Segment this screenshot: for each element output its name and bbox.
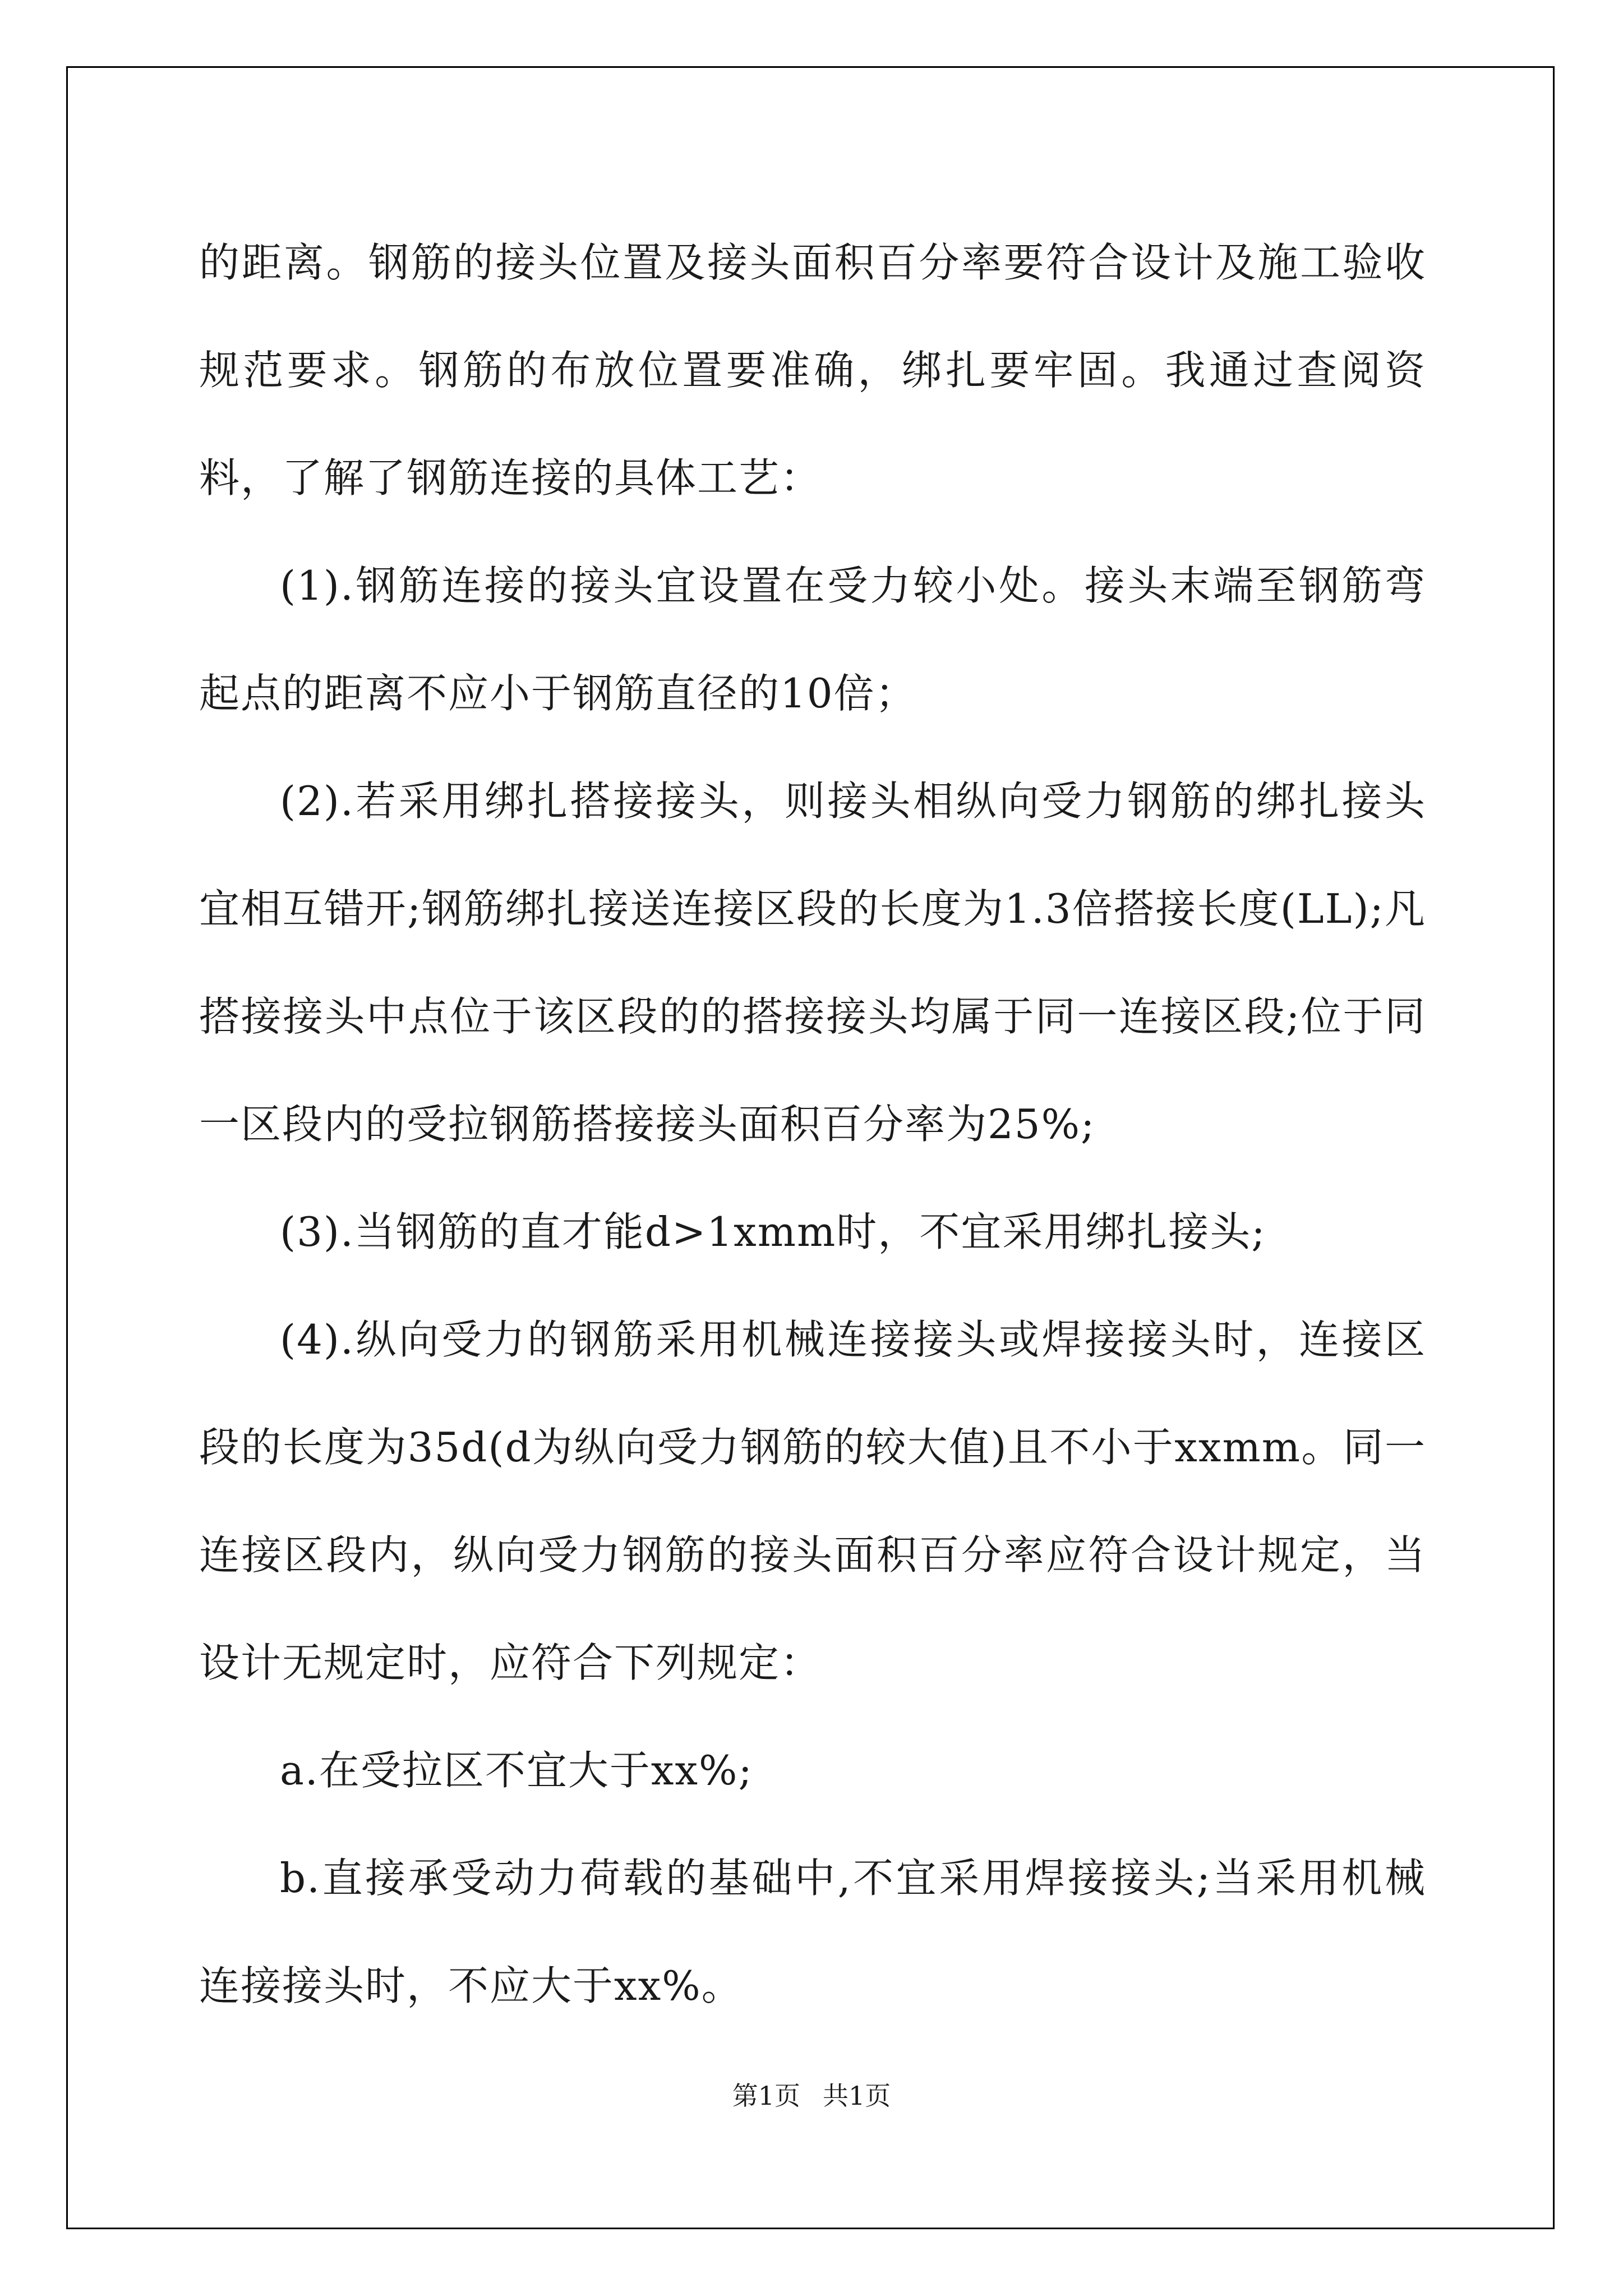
page-total: 共1页 [823, 2081, 891, 2111]
paragraph-item-4: (4).纵向受力的钢筋采用机械连接接头或焊接接头时，连接区段的长度为35d(d为纵向受力钢筋的较大值)且不小于xxmm。同一连接区段内，纵向受力钢筋的接头面积百分率应符合设计规定，当设计无规定时，应符合下列规定： [199, 1316, 1426, 1686]
paragraph-item-3: (3).当钢筋的直才能d>1xmm时，不宜采用绑扎接头; [280, 1208, 1266, 1255]
paragraph-item-a: a.在受拉区不宜大于xx%; [280, 1747, 753, 1794]
paragraph-item-2: (2).若采用绑扎搭接接头，则接头相纵向受力钢筋的绑扎接头宜相互错开;钢筋绑扎接送连接区段的长度为1.3倍搭接长度(LL);凡搭接接头中点位于该区段的的搭接接头均属于同一连接区段;位于同一区段内的受拉钢筋搭接接头面积百分率为25%; [199, 777, 1426, 1148]
paragraph-item-b: b.直接承受动力荷载的基础中,不宜采用焊接接头;当采用机械连接接头时，不应大于xx%。 [199, 1855, 1426, 2009]
paragraph-item-1: (1).钢筋连接的接头宜设置在受力较小处。接头末端至钢筋弯起点的距离不应小于钢筋直径的10倍； [199, 562, 1426, 717]
document-body [199, 209, 1426, 2040]
paragraph-continuation: 的距离。钢筋的接头位置及接头面积百分率要符合设计及施工验收规范要求。钢筋的布放位置要准确，绑扎要牢固。我通过查阅资料，了解了钢筋连接的具体工艺： [199, 239, 1426, 501]
page-number: 第1页 [732, 2081, 800, 2111]
page-footer [0, 2079, 1623, 2113]
